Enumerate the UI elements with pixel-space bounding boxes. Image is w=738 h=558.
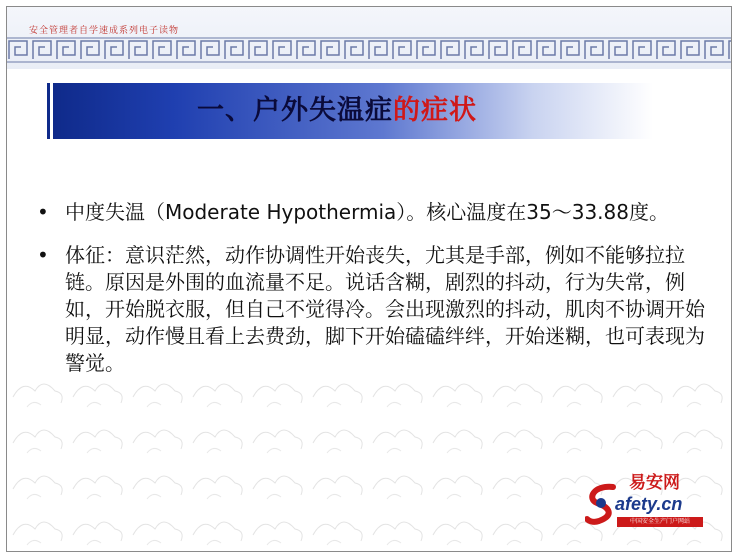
safety-logo	[585, 473, 705, 531]
slide	[6, 6, 732, 552]
header-bar	[7, 7, 731, 69]
series-header-text: 安全管理者自学速成系列电子读物	[29, 26, 180, 36]
slide-title	[197, 89, 477, 133]
bullet-item	[37, 199, 707, 226]
logo-swirl-icon	[585, 481, 619, 525]
bullet-text: 中度失温（Moderate Hypothermia）。核心温度在35～33.88度。	[65, 200, 669, 224]
logo-domain: afety.cn	[615, 494, 683, 514]
bullet-text: 体征：意识茫然，动作协调性开始丧失，尤其是手部，例如不能够拉拉链。原因是外围的血流量不足。说话含糊，剧烈的抖动，行为失常，例如，开始脱衣服，但自己不觉得冷。会出现激烈的抖动，肌肉不协调开始明显，动作慢且看上去费劲，脚下开始磕磕绊绊，开始迷糊，也可表现为警觉。	[65, 243, 705, 375]
title-main: 一、户外失温症	[197, 95, 393, 126]
bullet-dot-icon: •	[37, 243, 49, 267]
bullet-dot-icon: •	[37, 200, 49, 224]
bullet-list	[37, 199, 707, 393]
logo-chinese-name: 易安网	[629, 473, 680, 493]
bullet-item	[37, 242, 707, 377]
greek-fret-border	[7, 37, 731, 63]
logo-tagline: 中国安全生产门户网站	[617, 517, 703, 527]
title-accent: 的症状	[393, 95, 477, 126]
